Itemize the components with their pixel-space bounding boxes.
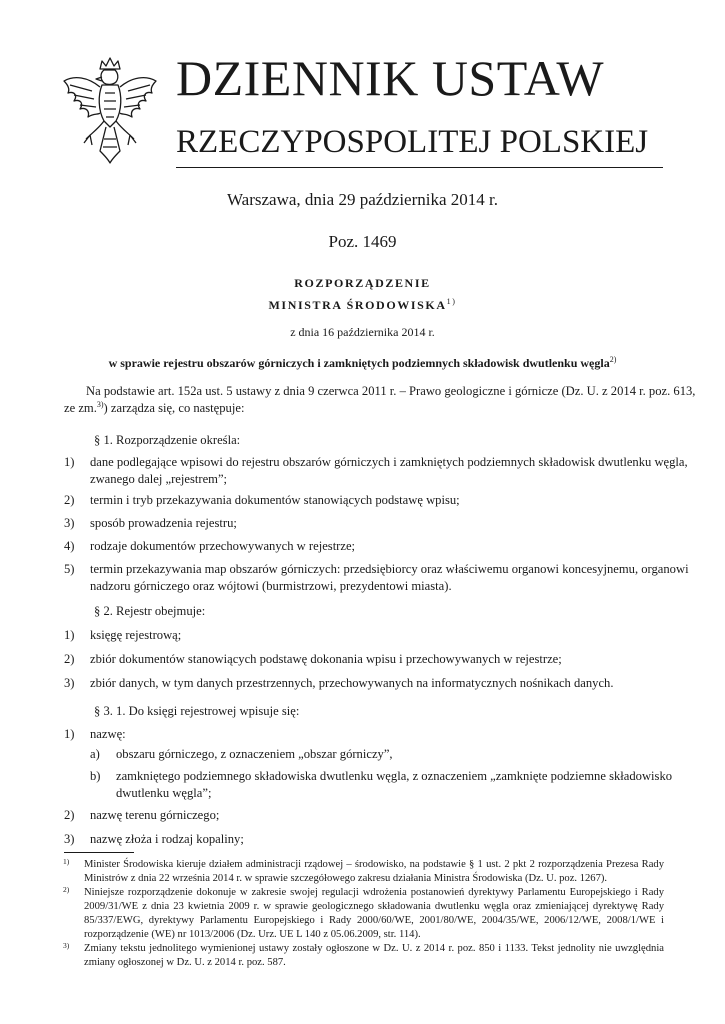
masthead-subtitle: RZECZYPOSPOLITEJ POLSKIEJ [176, 124, 649, 160]
footnote-ref-1[interactable]: 1) [446, 297, 457, 306]
section-2-item-1-text: księgę rejestrową; [90, 628, 182, 642]
section-1-item-3-text: sposób prowadzenia rejestru; [90, 516, 237, 530]
section-3-item-3-number: 3) [64, 832, 75, 846]
footnote-divider [64, 852, 134, 853]
section-1-item-4-number: 4) [64, 539, 75, 553]
section-2-item-2-number: 2) [64, 652, 75, 666]
section-1-heading: § 1. Rozporządzenie określa: [94, 433, 241, 447]
preamble-line-2 [64, 400, 244, 417]
footnote-1-mark: 1) [63, 857, 70, 866]
footnote-2-text: Niniejsze rozporządzenie dokonuje w zakresie swojej regulacji wdrożenia postanowień dyrektywy Parlamentu Europejskiego i Rady 2009/31/WE z dnia 23 kwietnia 2009 r. w sprawie geologicznego składowania dwutlenku węgla oraz zmieniającej dyrektywę Rady 85/337/EWG, dyrektywy Parlamentu Europejskiego i Rady 2000/60/WE, 2001/80/WE, 2004/35/WE, 2006/12/WE, 2008/1/WE i rozporządzenie (WE) nr 1013/2006 (Dz. Urz. UE L 140 z 05.06.2009, str. 114). [84, 887, 664, 940]
section-1-item-2-number: 2) [64, 493, 75, 507]
section-1-item-1-number: 1) [64, 455, 75, 469]
preamble-line-2-end: ) zarządza się, co następuje: [103, 401, 245, 415]
position-number: Poz. 1469 [328, 232, 397, 251]
act-subject-text: w sprawie rejestru obszarów górniczych i zamkniętych podziemnych składowisk dwutlenku węgla [108, 356, 610, 370]
footnote-ref-3[interactable]: 3) [96, 399, 104, 409]
act-type: ROZPORZĄDZENIE [294, 276, 431, 290]
act-subject [0, 356, 725, 371]
issue-date: Warszawa, dnia 29 października 2014 r. [227, 190, 498, 209]
section-3-item-2-number: 2) [64, 808, 75, 822]
section-1-item-2-text: termin i tryb przekazywania dokumentów stanowiących podstawę wpisu; [90, 493, 460, 507]
masthead-divider [176, 167, 663, 168]
footnote-2-mark: 2) [63, 885, 70, 894]
section-3-item-1-text: nazwę: [90, 727, 126, 741]
section-2-item-3-number: 3) [64, 676, 75, 690]
section-2-item-3-text: zbiór danych, w tym danych przestrzennych, przechowywanych na informatycznych nośnikach danych. [90, 676, 614, 690]
footnote-ref-2[interactable]: 2) [609, 355, 617, 364]
section-2-heading: § 2. Rejestr obejmuje: [94, 604, 206, 618]
section-3-item-3-text: nazwę złoża i rodzaj kopaliny; [90, 832, 244, 846]
section-2-item-2-text: zbiór dokumentów stanowiących podstawę dokonania wpisu i przechowywanych w rejestrze; [90, 652, 562, 666]
act-authority [0, 298, 725, 313]
preamble-line-2-start: ze zm. [64, 401, 97, 415]
section-1-item-4-text: rodzaje dokumentów przechowywanych w rejestrze; [90, 539, 356, 553]
footnote-1-text: Minister Środowiska kieruje działem administracji rządowej – środowisko, na podstawie § 1 ust. 2 pkt 2 rozporządzenia Prezesa Rady Ministrów z dnia 22 września 2014 r. w sprawie szczegółowego zakresu działania Ministra Środowiska (Dz. U. poz. 1267). [84, 859, 664, 884]
section-3-subitem-a-letter: a) [90, 747, 100, 761]
act-authority-name: MINISTRA ŚRODOWISKA [268, 298, 447, 312]
footnote-3-text: Zmiany tekstu jednolitego wymienionej ustawy zostały ogłoszone w Dz. U. z 2014 r. poz. 850 i 1133. Tekst jednolity nie uwzględnia zmiany ogłoszonej w Dz. U. z 2014 r. poz. 587. [84, 943, 664, 968]
section-1-item-5-line-2: nadzoru górniczego oraz wójtowi (burmistrzowi, prezydentowi miasta). [90, 579, 452, 593]
section-3-subitem-b-line-2: dwutlenku węgla”; [116, 786, 212, 800]
section-1-item-3-number: 3) [64, 516, 75, 530]
section-2-item-1-number: 1) [64, 628, 75, 642]
section-3-subitem-a-text: obszaru górniczego, z oznaczeniem „obszar górniczy”, [116, 747, 393, 761]
section-1-item-1-line-1: dane podlegające wpisowi do rejestru obszarów górniczych i zamkniętych podziemnych składowisk dwutlenku węgla, [90, 455, 688, 469]
footnote-3-mark: 3) [63, 941, 70, 950]
section-3-item-2-text: nazwę terenu górniczego; [90, 808, 220, 822]
section-1-item-5-line-1: termin przekazywania map obszarów górniczych: przedsiębiorcy oraz właściwemu organowi koncesyjnemu, organowi [90, 562, 689, 576]
preamble-line-1: Na podstawie art. 152a ust. 5 ustawy z dnia 9 czerwca 2011 r. – Prawo geologiczne i górnicze (Dz. U. z 2014 r. poz. 613, [86, 384, 696, 398]
act-date: z dnia 16 października 2014 r. [290, 325, 435, 339]
section-1-item-1-line-2: zwanego dalej „rejestrem”; [90, 472, 228, 486]
polish-eagle-emblem-icon [60, 55, 160, 167]
masthead-title: DZIENNIK USTAW [176, 50, 605, 106]
section-3-heading: § 3. 1. Do księgi rejestrowej wpisuje się: [94, 704, 300, 718]
section-3-subitem-b-line-1: zamkniętego podziemnego składowiska dwutlenku węgla, z oznaczeniem „zamknięte podziemne składowisko [116, 769, 673, 783]
section-3-item-1-number: 1) [64, 727, 75, 741]
section-1-item-5-number: 5) [64, 562, 75, 576]
section-3-subitem-b-letter: b) [90, 769, 101, 783]
